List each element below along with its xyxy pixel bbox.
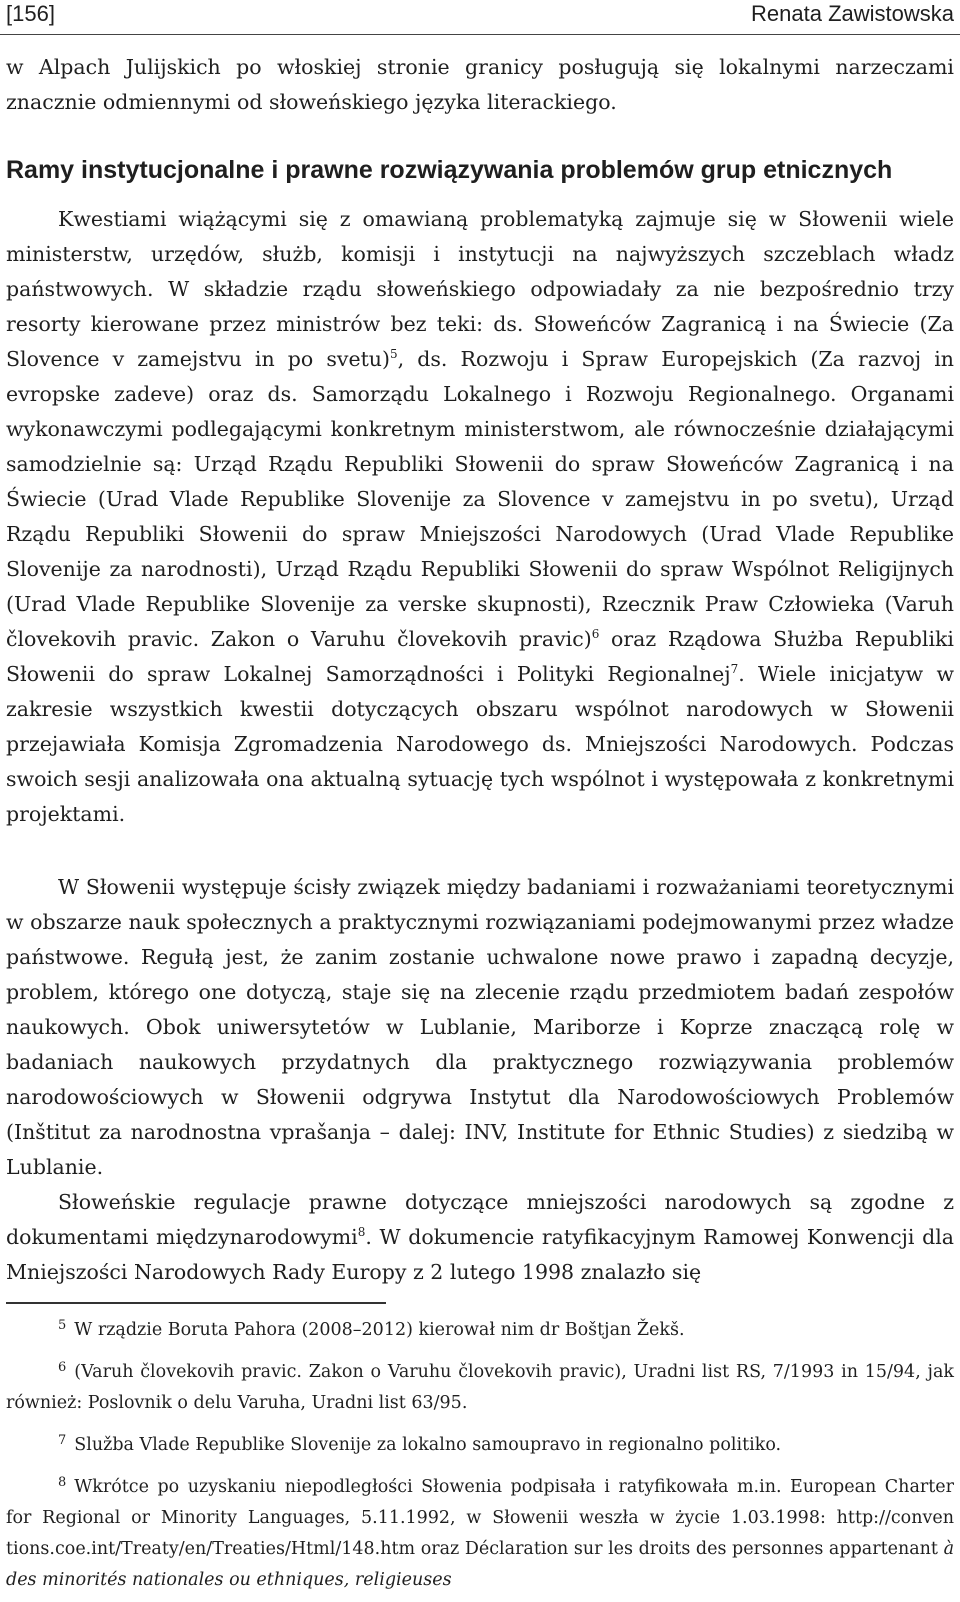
footnote-ref-8[interactable]: 8 <box>357 1225 366 1240</box>
body-paragraph-1 <box>6 202 954 832</box>
para3-text-a: Słoweńskie regulacje prawne dotyczące mniejszości narodowych są zgodne z dokumentami międzynarodowymi <box>6 1190 954 1249</box>
footnote-text: W rządzie Boruta Pahora (2008–2012) kierował nim dr Boštjan Žekš. <box>74 1320 685 1340</box>
intro-paragraph: w Alpach Julijskich po włoskiej stronie granicy posługują się lokalnymi narzeczami znacznie odmiennymi od słoweńskiego języka literackiego. <box>6 55 954 114</box>
footnote-ref-6[interactable]: 6 <box>591 627 600 642</box>
para1-text-c: oraz Rządowa Służba Republiki Słowenii do spraw Lokalnej Samorządności i Polityki Regionalnej <box>6 627 954 686</box>
footnote-italic-text: à des minorités nationales ou ethniques, religieuses <box>6 1539 954 1590</box>
footnote-number: 6 <box>58 1360 67 1375</box>
section-heading: Ramy instytucjonalne i prawne rozwiązywania problemów grup etnicznych <box>6 156 893 184</box>
body-paragraph-3 <box>6 1185 954 1290</box>
footnote-rule <box>6 1302 386 1304</box>
footnote-text: Wkrótce po uzyskaniu niepodległości Słowenia podpisała i ratyfikowała m.in. European Charter for Regional or Minority Languages, 5.11.1992, w Słowenii weszła w życie 1.03.1998: http://conven tions.coe.int/Treaty/en/Treaties/Html/148.htm oraz Déclaration sur les droits des personnes appartenant <box>6 1477 954 1559</box>
footnote-7 <box>6 1425 954 1461</box>
footnote-6 <box>6 1352 954 1419</box>
author-name: Renata Zawistowska <box>751 1 954 26</box>
footnote-5 <box>6 1310 954 1346</box>
footnote-number: 7 <box>58 1433 67 1448</box>
body-paragraph-2: W Słowenii występuje ścisły związek między badaniami i rozważaniami teoretycznymi w obszarze nauk społecznych a praktycznymi rozwiązaniami podejmowanymi przez władze państwowe. Regułą jest, że zanim zostanie uchwalone nowe prawo i zapadną decyzje, problem, którego one dotyczą, staje się na zlecenie rządu przedmiotem badań zespołów naukowych. Obok uniwersytetów w Lublanie, Mariborze i Koprze znaczącą rolę w badaniach naukowych przydatnych dla praktycznego rozwiązywania problemów narodowościowych w Słowenii odgrywa Instytut dla Narodowościowych Problemów (Inštitut za narodnostna vprašanja – dalej: INV, Institute for Ethnic Studies) z siedzibą w Lublanie. <box>6 875 954 1179</box>
running-head <box>6 0 954 28</box>
header-rule <box>0 34 960 35</box>
para3-text-b: . W dokumencie ratyfikacyjnym Ramowej Konwencji dla Mniejszości Narodowych Rady Europy z 2 lutego 1998 znalazło się <box>6 1225 954 1284</box>
para1-text-d: . Wiele inicjatyw w zakresie wszystkich kwestii dotyczących obszaru wspólnot narodowych w Słowenii przejawiała Komisja Zgromadzenia Narodowego ds. Mniejszości Narodowych. Podczas swoich sesji analizowała ona aktualną sytuację tych wspólnot i występowała z konkretnymi projektami. <box>6 662 954 826</box>
para1-text-b: , ds. Rozwoju i Spraw Europejskich (Za razvoj in evropske zadeve) oraz ds. Samorządu Lokalnego i Rozwoju Regionalnego. Organami wykonawczymi podlegającymi konkretnym ministerstwom, ale równocześnie działającymi samodzielnie są: Urząd Rządu Republiki Słowenii do spraw Słoweńców Zagranicą i na Świecie (Urad Vlade Republike Slovenije za Slovence v zamejstvu in po svetu), Urząd Rządu Republiki Słowenii do spraw Mniejszości Narodowych (Urad Vlade Republike Slovenije za narodnosti), Urząd Rządu Republiki Słowenii do spraw Wspólnot Religijnych (Urad Vlade Republike Slovenije za verske skupnosti), Rzecznik Praw Człowieka (Varuh človekovih pravic. Zakon o Varuhu človekovih pravic) <box>6 347 954 651</box>
footnote-number: 5 <box>58 1318 67 1333</box>
footnote-ref-7[interactable]: 7 <box>730 662 739 677</box>
footnote-8 <box>6 1467 954 1596</box>
page-number: [156] <box>6 1 55 26</box>
footnote-text: (Varuh človekovih pravic. Zakon o Varuhu človekovih pravic), Uradni list RS, 7/1993 in 15/94, jak również: Poslovnik o delu Varuha, Uradni list 63/95. <box>6 1362 954 1413</box>
footnotes <box>6 1310 954 1602</box>
footnote-text: Služba Vlade Republike Slovenije za lokalno samoupravo in regionalno politiko. <box>74 1435 782 1455</box>
footnote-ref-5[interactable]: 5 <box>390 347 398 362</box>
para1-text-a: Kwestiami wiążącymi się z omawianą problematyką zajmuje się w Słowenii wiele ministerstw, urzędów, służb, komisji i instytucji na najwyższych szczeblach władz państwowych. W składzie rządu słoweńskiego odpowiadały za nie bezpośrednio trzy resorty kierowane przez ministrów bez teki: ds. Słoweńców Zagranicą i na Świecie (Za Slovence v zamejstvu in po svetu) <box>6 207 954 371</box>
footnote-number: 8 <box>58 1475 67 1490</box>
